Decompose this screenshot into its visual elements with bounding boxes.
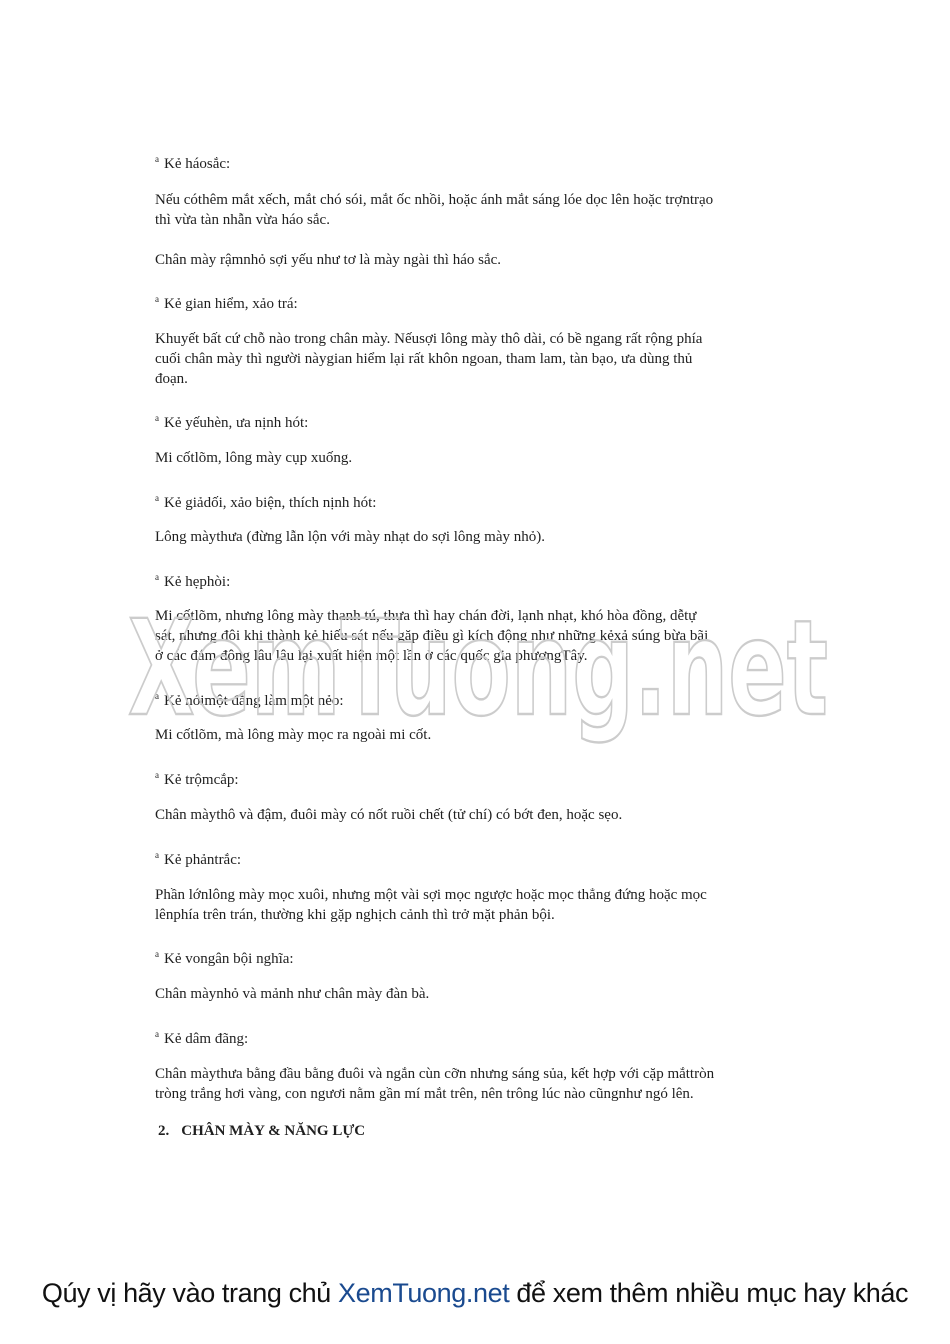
section-2-heading: 2. CHÂN MÀY & NĂNG LỰC (158, 1123, 366, 1139)
bullet-marker: a (155, 493, 159, 503)
paragraph-line: Mi cốtlõm, nhưng lông mày thanh tú, thưa thì hay chán đời, lạnh nhạt, khó hòa đồng, dễtự (155, 608, 697, 624)
paragraph-line: Phần lớnlông mày mọc xuôi, nhưng một vài sợi mọc ngược hoặc mọc thẳng đứng hoặc mọc (155, 887, 707, 903)
section-heading: $^a$ Kẻ nóimột đằng làm một nẻo: (155, 691, 344, 709)
section-heading: $^a$ Kẻ yếuhèn, ưa nịnh hót: (155, 413, 309, 431)
paragraph-line: lênphía trên trán, thường khi gặp nghịch cảnh thì trở mặt phản bội. (155, 907, 555, 923)
site-link[interactable]: XemTuong.net (338, 1278, 510, 1308)
paragraph-line: thì vừa tàn nhẫn vừa háo sắc. (155, 212, 330, 228)
bullet-marker: a (155, 1029, 159, 1039)
paragraph-line: tròng trắng hơi vàng, con ngươi nằm gần mí mắt trên, nên trông lúc nào cũngnhư ngó lên. (155, 1086, 694, 1102)
paragraph-line: Chân màythô và đậm, đuôi mày có nốt ruồi chết (tử chí) có bớt đen, hoặc sẹo. (155, 807, 623, 823)
paragraph-line: Mi cốtlõm, mà lông mày mọc ra ngoài mi cốt. (155, 727, 432, 743)
bullet-marker: a (155, 770, 159, 780)
bullet-marker: a (155, 572, 159, 582)
section-heading: $^a$ Kẻ gian hiểm, xảo trá: (155, 294, 298, 312)
paragraph-line: Khuyết bất cứ chỗ nào trong chân mày. Nếusợi lông mày thô dài, có bề ngang rất rộng phía (155, 331, 703, 347)
bullet-marker: a (155, 850, 159, 860)
paragraph-line: Chân màythưa bằng đầu bằng đuôi và ngắn cùn cỡn nhưng sáng sủa, kết hợp với cặp mắttròn (155, 1066, 715, 1082)
paragraph-line: ở các đám đông lâu lâu lại xuất hiện một lần ở các quốc gia phươngTây. (155, 648, 588, 664)
section-heading: $^a$ Kẻ dâm đãng: (155, 1029, 249, 1047)
paragraph-line: sát, nhưng đôi khi thành kẻ hiếu sát nếu gặp điều gì kích động như những kẻxả súng bừa bãi (155, 628, 709, 644)
section-heading: $^a$ Kẻ hẹphòi: (155, 572, 231, 590)
bullet-marker: a (155, 949, 159, 959)
paragraph-line: cuối chân mày thì người nàygian hiểm lại rất khôn ngoan, tham lam, tàn bạo, ưa dùng thủ (155, 351, 693, 367)
section-heading: $^a$ Kẻ vongân bội nghĩa: (155, 949, 294, 967)
paragraph-line: Chân mày rậmnhỏ sợi yếu như tơ là mày ngài thì háo sắc. (155, 252, 502, 268)
paragraph-line: đoạn. (155, 371, 188, 387)
bullet-marker: a (155, 154, 159, 164)
section-heading: $^a$ Kẻ trộmcắp: (155, 770, 239, 788)
bullet-marker: a (155, 294, 159, 304)
section-heading: $^a$ Kẻ phảntrắc: (155, 850, 242, 868)
footer-promo: Qúy vị hãy vào trang chủ XemTuong.net để xem thêm nhiều mục hay khác (41, 1278, 909, 1308)
paragraph-line: Lông màythưa (đừng lẫn lộn với mày nhạt do sợi lông mày nhỏ). (155, 529, 545, 545)
watermark-text: XemTuong.net (128, 592, 828, 746)
section-heading: $^a$ Kẻ háosắc: (155, 154, 231, 172)
bullet-marker: a (155, 413, 159, 423)
paragraph-line: Chân màynhỏ và mảnh như chân mày đàn bà. (155, 986, 430, 1002)
bullet-marker: a (155, 691, 159, 701)
paragraph-line: Mi cốtlõm, lông mày cụp xuống. (155, 450, 353, 466)
section-heading: $^a$ Kẻ giảdối, xảo biện, thích nịnh hót: (155, 493, 377, 511)
paragraph-line: Nếu cóthêm mắt xếch, mắt chó sói, mắt ốc nhồi, hoặc ánh mắt sáng lóe dọc lên hoặc trợntrạo (155, 192, 714, 208)
